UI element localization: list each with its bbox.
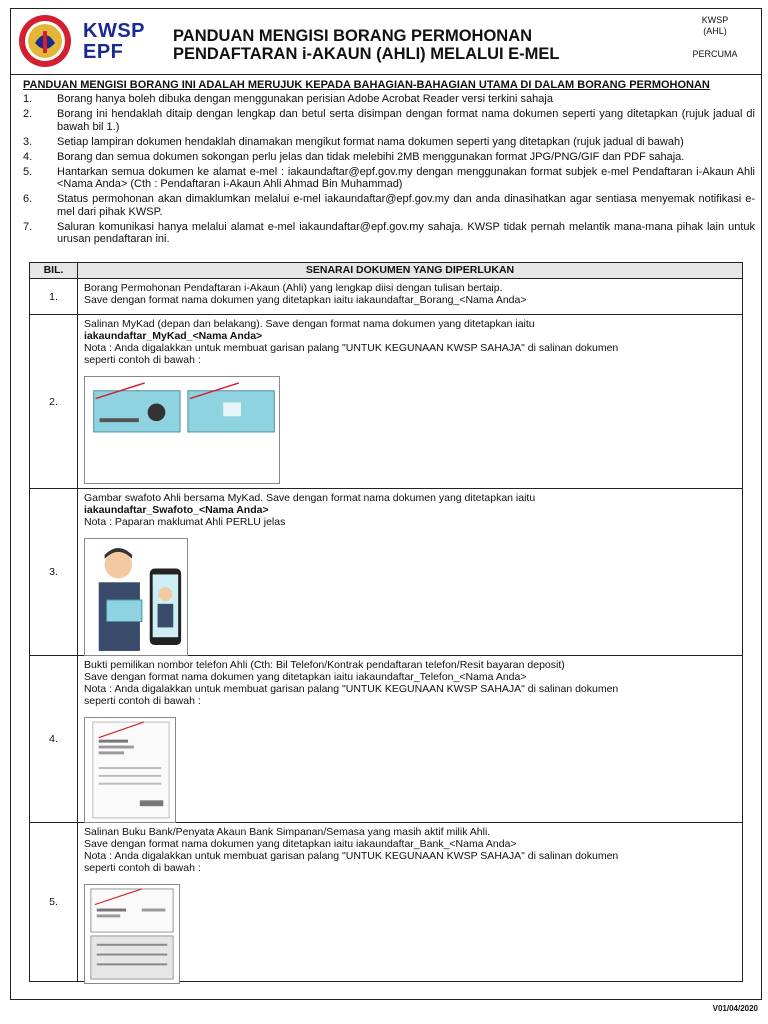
row-content: Borang Permohonan Pendaftaran i-Akaun (Ahli) yang lengkap diisi dengan tulisan bertaip. Save dengan format nama dokumen yang ditetapkan iaitu iakaundaftar_Borang_<Nama Anda> <box>84 282 527 306</box>
selfie-example-image <box>84 538 188 656</box>
row-content: Salinan Buku Bank/Penyata Akaun Bank Simpanan/Semasa yang masih aktif milik Ahli. Save dengan format nama dokumen yang ditetapkan iaitu iakaundaftar_Bank_<Nama Anda> Nota : Anda digalakkan untuk membuat garisan palang "UNTUK KEGUNAAN KWSP SAHAJA" di salinan dokumen seperti contoh di bawah : <box>78 823 742 981</box>
rule-item: 6. Status permohonan akan dimaklumkan melalui e-mel iakaundaftar@epf.gov.my dan anda dinasihatkan agar sentiasa menyemak notifikasi e-mel dari pihak KWSP. <box>23 193 755 218</box>
form-code: KWSP (AHL) PERCUMA <box>692 15 738 59</box>
row-content: Salinan MyKad (depan dan belakang). Save dengan format nama dokumen yang ditetapkan iaitu iakaundaftar_MyKad_<Nama Anda> Nota : Anda digalakkan untuk membuat garisan palang "UNTUK KEGUNAAN KWSP SAHAJA" di salinan dokumen seperti contoh di bawah : <box>78 315 742 488</box>
table-row <box>30 315 742 489</box>
phone-bill-example-image <box>84 717 176 823</box>
table-row <box>30 279 742 315</box>
form-page <box>10 8 762 1000</box>
table-row <box>30 823 742 981</box>
row-content: Gambar swafoto Ahli bersama MyKad. Save dengan format nama dokumen yang ditetapkan iaitu iakaundaftar_Swafoto_<Nama Anda> Nota : Paparan maklumat Ahli PERLU jelas <box>78 489 742 655</box>
row-number: 5. <box>30 823 78 981</box>
documents-table <box>29 262 743 982</box>
row-number: 3. <box>30 489 78 655</box>
rule-item: 5. Hantarkan semua dokumen ke alamat e-mel : iakaundaftar@epf.gov.my dengan menggunakan format subjek e-mel Pendaftaran i-Akaun Ahli <Nama Anda> (Cth : Pendaftaran i-Akaun Ahli Ahmad Bin Muhammad) <box>23 165 755 190</box>
header <box>11 9 761 75</box>
rules-list <box>19 93 755 248</box>
document-title: PANDUAN MENGISI BORANG PERMOHONAN PENDAFTARAN i-AKAUN (AHLI) MELALUI E-MEL <box>173 27 560 63</box>
row-content: Bukti pemilikan nombor telefon Ahli (Cth: Bil Telefon/Kontrak pendaftaran telefon/Resit bayaran deposit) Save dengan format nama dokumen yang ditetapkan iaitu iakaundaftar_Telefon_<Nama Anda> Nota : Anda digalakkan untuk membuat garisan palang "UNTUK KEGUNAAN KWSP SAHAJA" di salinan dokumen seperti contoh di bawah : <box>78 656 742 822</box>
rule-item: 2. Borang ini hendaklah ditaip dengan lengkap dan betul serta disimpan dengan format nama dokumen seperti yang ditetapkan (rujuk jadual di bawah bil 1.) <box>23 108 755 133</box>
bank-book-example-image <box>84 884 180 984</box>
guide-heading: PANDUAN MENGISI BORANG INI ADALAH MERUJUK KEPADA BAHAGIAN-BAHAGIAN UTAMA DI DALAM BORANG PERMOHONAN <box>23 79 710 91</box>
column-header-number: BIL. <box>30 263 78 278</box>
row-number: 2. <box>30 315 78 488</box>
table-header <box>30 263 742 279</box>
rule-item: 3. Setiap lampiran dokumen hendaklah dinamakan mengikut format nama dokumen seperti yang ditetapkan (rujuk jadual di bawah) <box>23 135 684 148</box>
rule-item: 1. Borang hanya boleh dibuka dengan menggunakan perisian Adobe Acrobat Reader versi terkini sahaja <box>23 93 553 105</box>
mykad-example-image <box>84 376 280 484</box>
rule-item: 4. Borang dan semua dokumen sokongan perlu jelas dan tidak melebihi 2MB menggunakan format JPG/PNG/GIF dan PDF sahaja. <box>23 150 685 163</box>
version-code: V01/04/2020 <box>712 1004 758 1013</box>
table-row <box>30 656 742 823</box>
kwsp-logo-icon <box>17 13 73 69</box>
table-row <box>30 489 742 656</box>
row-number: 1. <box>30 279 78 314</box>
row-number: 4. <box>30 656 78 822</box>
brand-name: KWSP EPF <box>83 20 145 63</box>
column-header-documents: SENARAI DOKUMEN YANG DIPERLUKAN <box>305 264 515 276</box>
rule-item: 7. Saluran komunikasi hanya melalui alamat e-mel iakaundaftar@epf.gov.my sahaja. KWSP tidak pernah melantik mana-mana pihak lain untuk urusan pendaftaran ini. <box>23 220 755 245</box>
